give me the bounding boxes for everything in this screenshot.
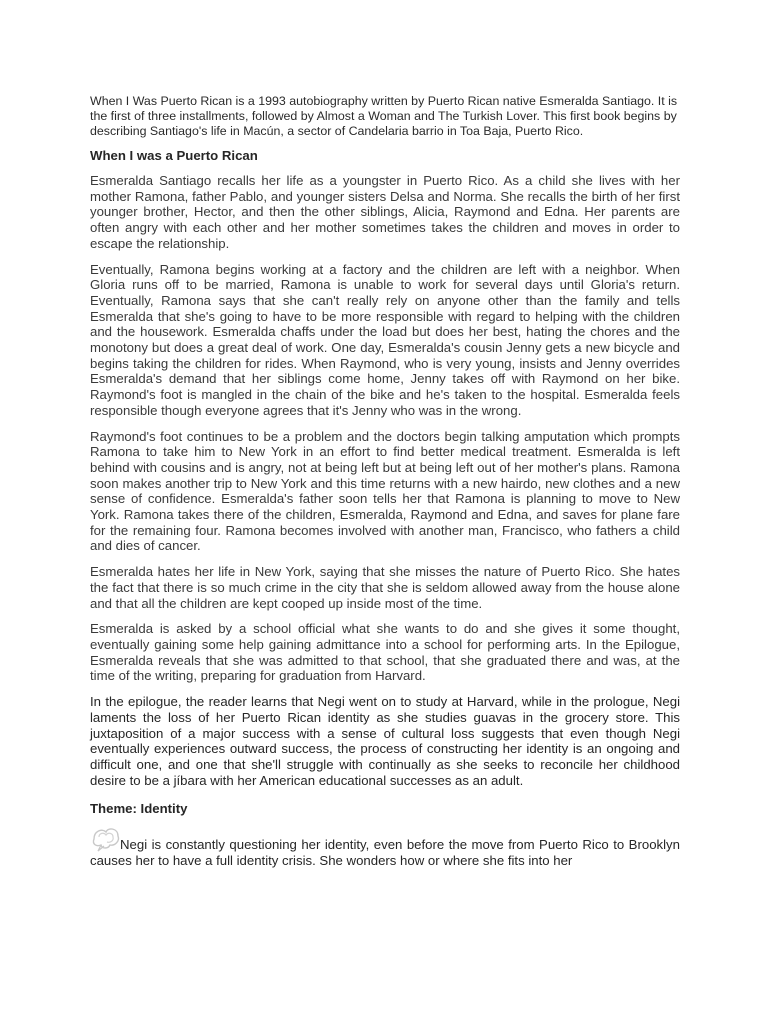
paragraph-5: Esmeralda is asked by a school official what she wants to do and she gives it some thought, eventually gaining some help gaining admittance into a school for performing arts. In the Epilogue, Esmeralda reveals that she was admitted to that school, that she graduated there and was, at the time of the writing, preparing for graduation from Harvard. xyxy=(90,621,680,684)
intro-paragraph: When I Was Puerto Rican is a 1993 autobiography written by Puerto Rican native Esmeralda Santiago. It is the first of three installments, followed by Almost a Woman and The Turkish Lover. This first book begins by describing Santiago's life in Macún, a sector of Candelaria barrio in Toa Baja, Puerto Rico. xyxy=(90,94,678,138)
paragraph-1: Esmeralda Santiago recalls her life as a youngster in Puerto Rico. As a child she lives with her mother Ramona, father Pablo, and younger sisters Delsa and Norma. She recalls the birth of her first younger brother, Hector, and then the other siblings, Alicia, Raymond and Edna. Her parents are often angry with each other and her mother sometimes takes the children and moves in order to escape the relationship. xyxy=(90,173,680,251)
paragraph-last-text: Negi is constantly questioning her identity, even before the move from Puerto Rico to Brooklyn causes her to have a full identity crisis. She wonders how or where she fits into her xyxy=(90,837,680,869)
section-heading-theme: Theme: Identity xyxy=(90,801,188,817)
paragraph-last xyxy=(90,837,680,868)
paragraph-3: Raymond's foot continues to be a problem and the doctors begin talking amputation which prompts Ramona to take him to New York in an effort to find better medical treatment. Esmeralda is left behind with cousins and is angry, not at being left but at being left out of her mother's plans. Ramona soon makes another trip to New York and this time returns with a new hairdo, new clothes and a new sense of confidence. Esmeralda's father soon tells her that Ramona is planning to move to New York. Ramona takes there of the children, Esmeralda, Raymond and Edna, and saves for plane fare for the remaining four. Ramona becomes involved with another man, Francisco, who fathers a child and dies of cancer. xyxy=(90,428,680,554)
section-heading-when-i-was: When I was a Puerto Rican xyxy=(90,148,258,163)
speech-bubble-icon xyxy=(90,825,122,853)
paragraph-2: Eventually, Ramona begins working at a factory and the children are left with a neighbor. When Gloria runs off to be married, Ramona is unable to work for several days until Gloria's return. Eventually, Ramona says that she can't really rely on anyone other than the family and tells Esmeralda that she's going to have to be more responsible with regard to helping with the children and the housework. Esmeralda chaffs under the load but does her best, hating the chores and the monotony but does a great deal of work. One day, Esmeralda's cousin Jenny gets a new bicycle and begins taking the children for rides. When Raymond, who is very young, insists and Jenny overrides Esmeralda's demand that her siblings come home, Jenny takes off with Raymond on her bike. Raymond's foot is mangled in the chain of the bike and he's taken to the hospital. Esmeralda feels responsible though everyone agrees that it's Jenny who was in the wrong. xyxy=(90,261,680,418)
document-page xyxy=(90,94,680,879)
paragraph-6: In the epilogue, the reader learns that Negi went on to study at Harvard, while in the prologue, Negi laments the loss of her Puerto Rican identity as she studies guavas in the grocery store. This juxtaposition of a major success with a sense of cultural loss suggests that even though Negi eventually experiences outward success, the process of constructing her identity is an ongoing and difficult one, and one that she'll struggle with continually as she seeks to reconcile her childhood desire to be a jíbara with her American educational successes as an adult. xyxy=(90,694,680,788)
paragraph-4: Esmeralda hates her life in New York, saying that she misses the nature of Puerto Rico. She hates the fact that there is so much crime in the city that she is seldom allowed away from the house alone and that all the children are kept cooped up inside most of the time. xyxy=(90,564,680,611)
